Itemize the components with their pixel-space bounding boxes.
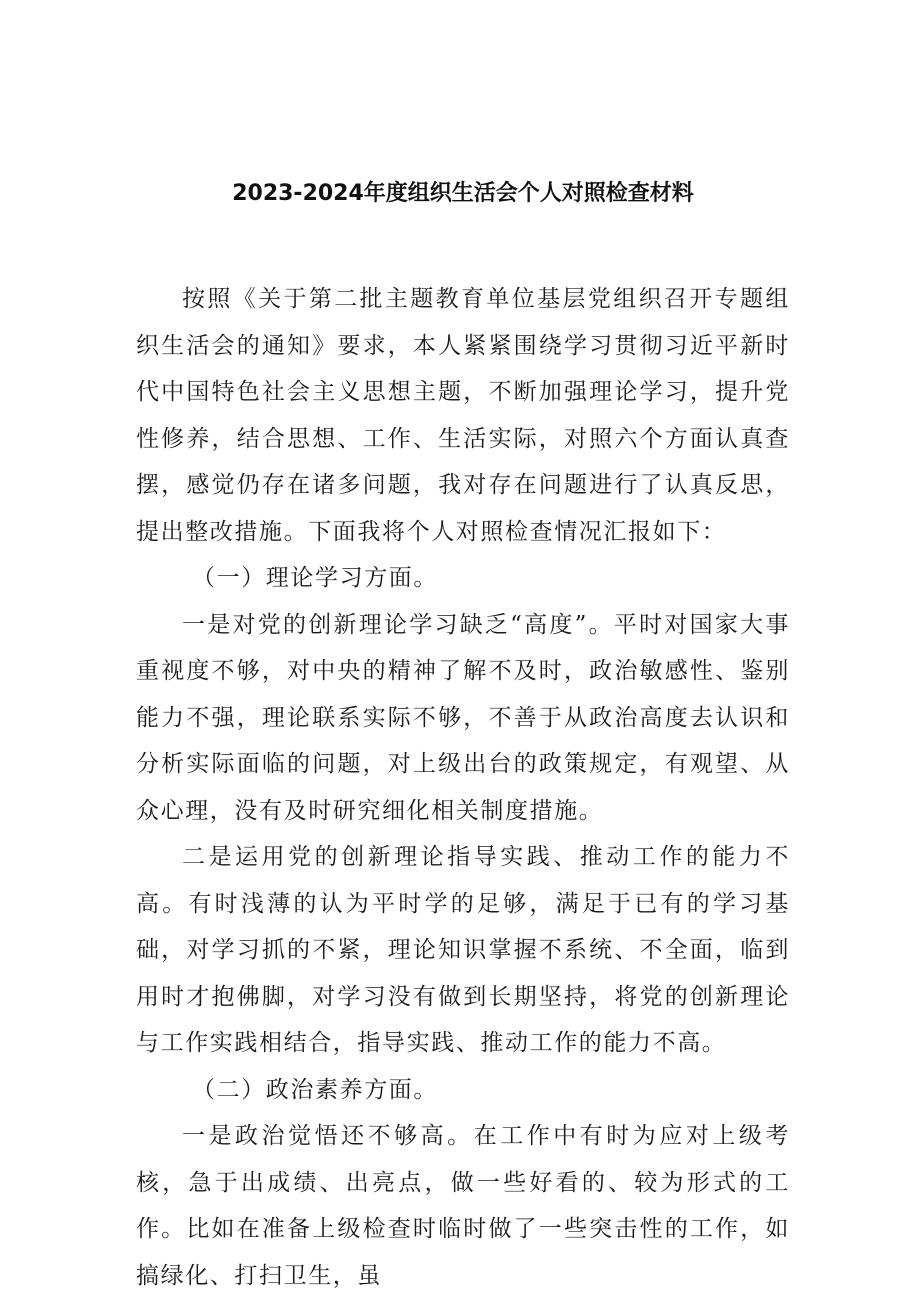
body-paragraph: 一是对党的创新理论学习缺乏“高度”。平时对国家大事重视度不够，对中央的精神了解不及时，政治敏感性、鉴别能力不强，理论联系实际不够，不善于从政治高度去认识和分析实际面临的问题，对上级出台的政策规定，有观望、从众心理，没有及时研究细化相关制度措施。	[136, 611, 790, 824]
section-heading-theory: （一）理论学习方面。	[192, 565, 438, 591]
body-paragraph: 二是运用党的创新理论指导实践、推动工作的能力不高。有时浅薄的认为平时学的足够，满足于已有的学习基础，对学习抓的不紧，理论知识掌握不系统、不全面，临到用时才抱佛脚，对学习没有做到长期坚持，将党的创新理论与工作实践相结合，指导实践、推动工作的能力不高。	[136, 844, 790, 1056]
document-title: 2023-2024年度组织生活会个人对照检查材料	[232, 181, 694, 206]
body-paragraph: 一是政治觉悟还不够高。在工作中有时为应对上级考核，急于出成绩、出亮点，做一些好看的、较为形式的工作。比如在准备上级检查时临时做了一些突击性的工作，如搞绿化、打扫卫生，虽	[136, 1123, 790, 1289]
section-heading-politics: （二）政治素养方面。	[192, 1076, 438, 1103]
intro-paragraph: 按照《关于第二批主题教育单位基层党组织召开专题组织生活会的通知》要求，本人紧紧围绕学习贯彻习近平新时代中国特色社会主义思想主题，不断加强理论学习，提升党性修养，结合思想、工作、生活实际，对照六个方面认真查摆，感觉仍存在诸多问题，我对存在问题进行了认真反思，提出整改措施。下面我将个人对照检查情况汇报如下：	[136, 286, 790, 545]
